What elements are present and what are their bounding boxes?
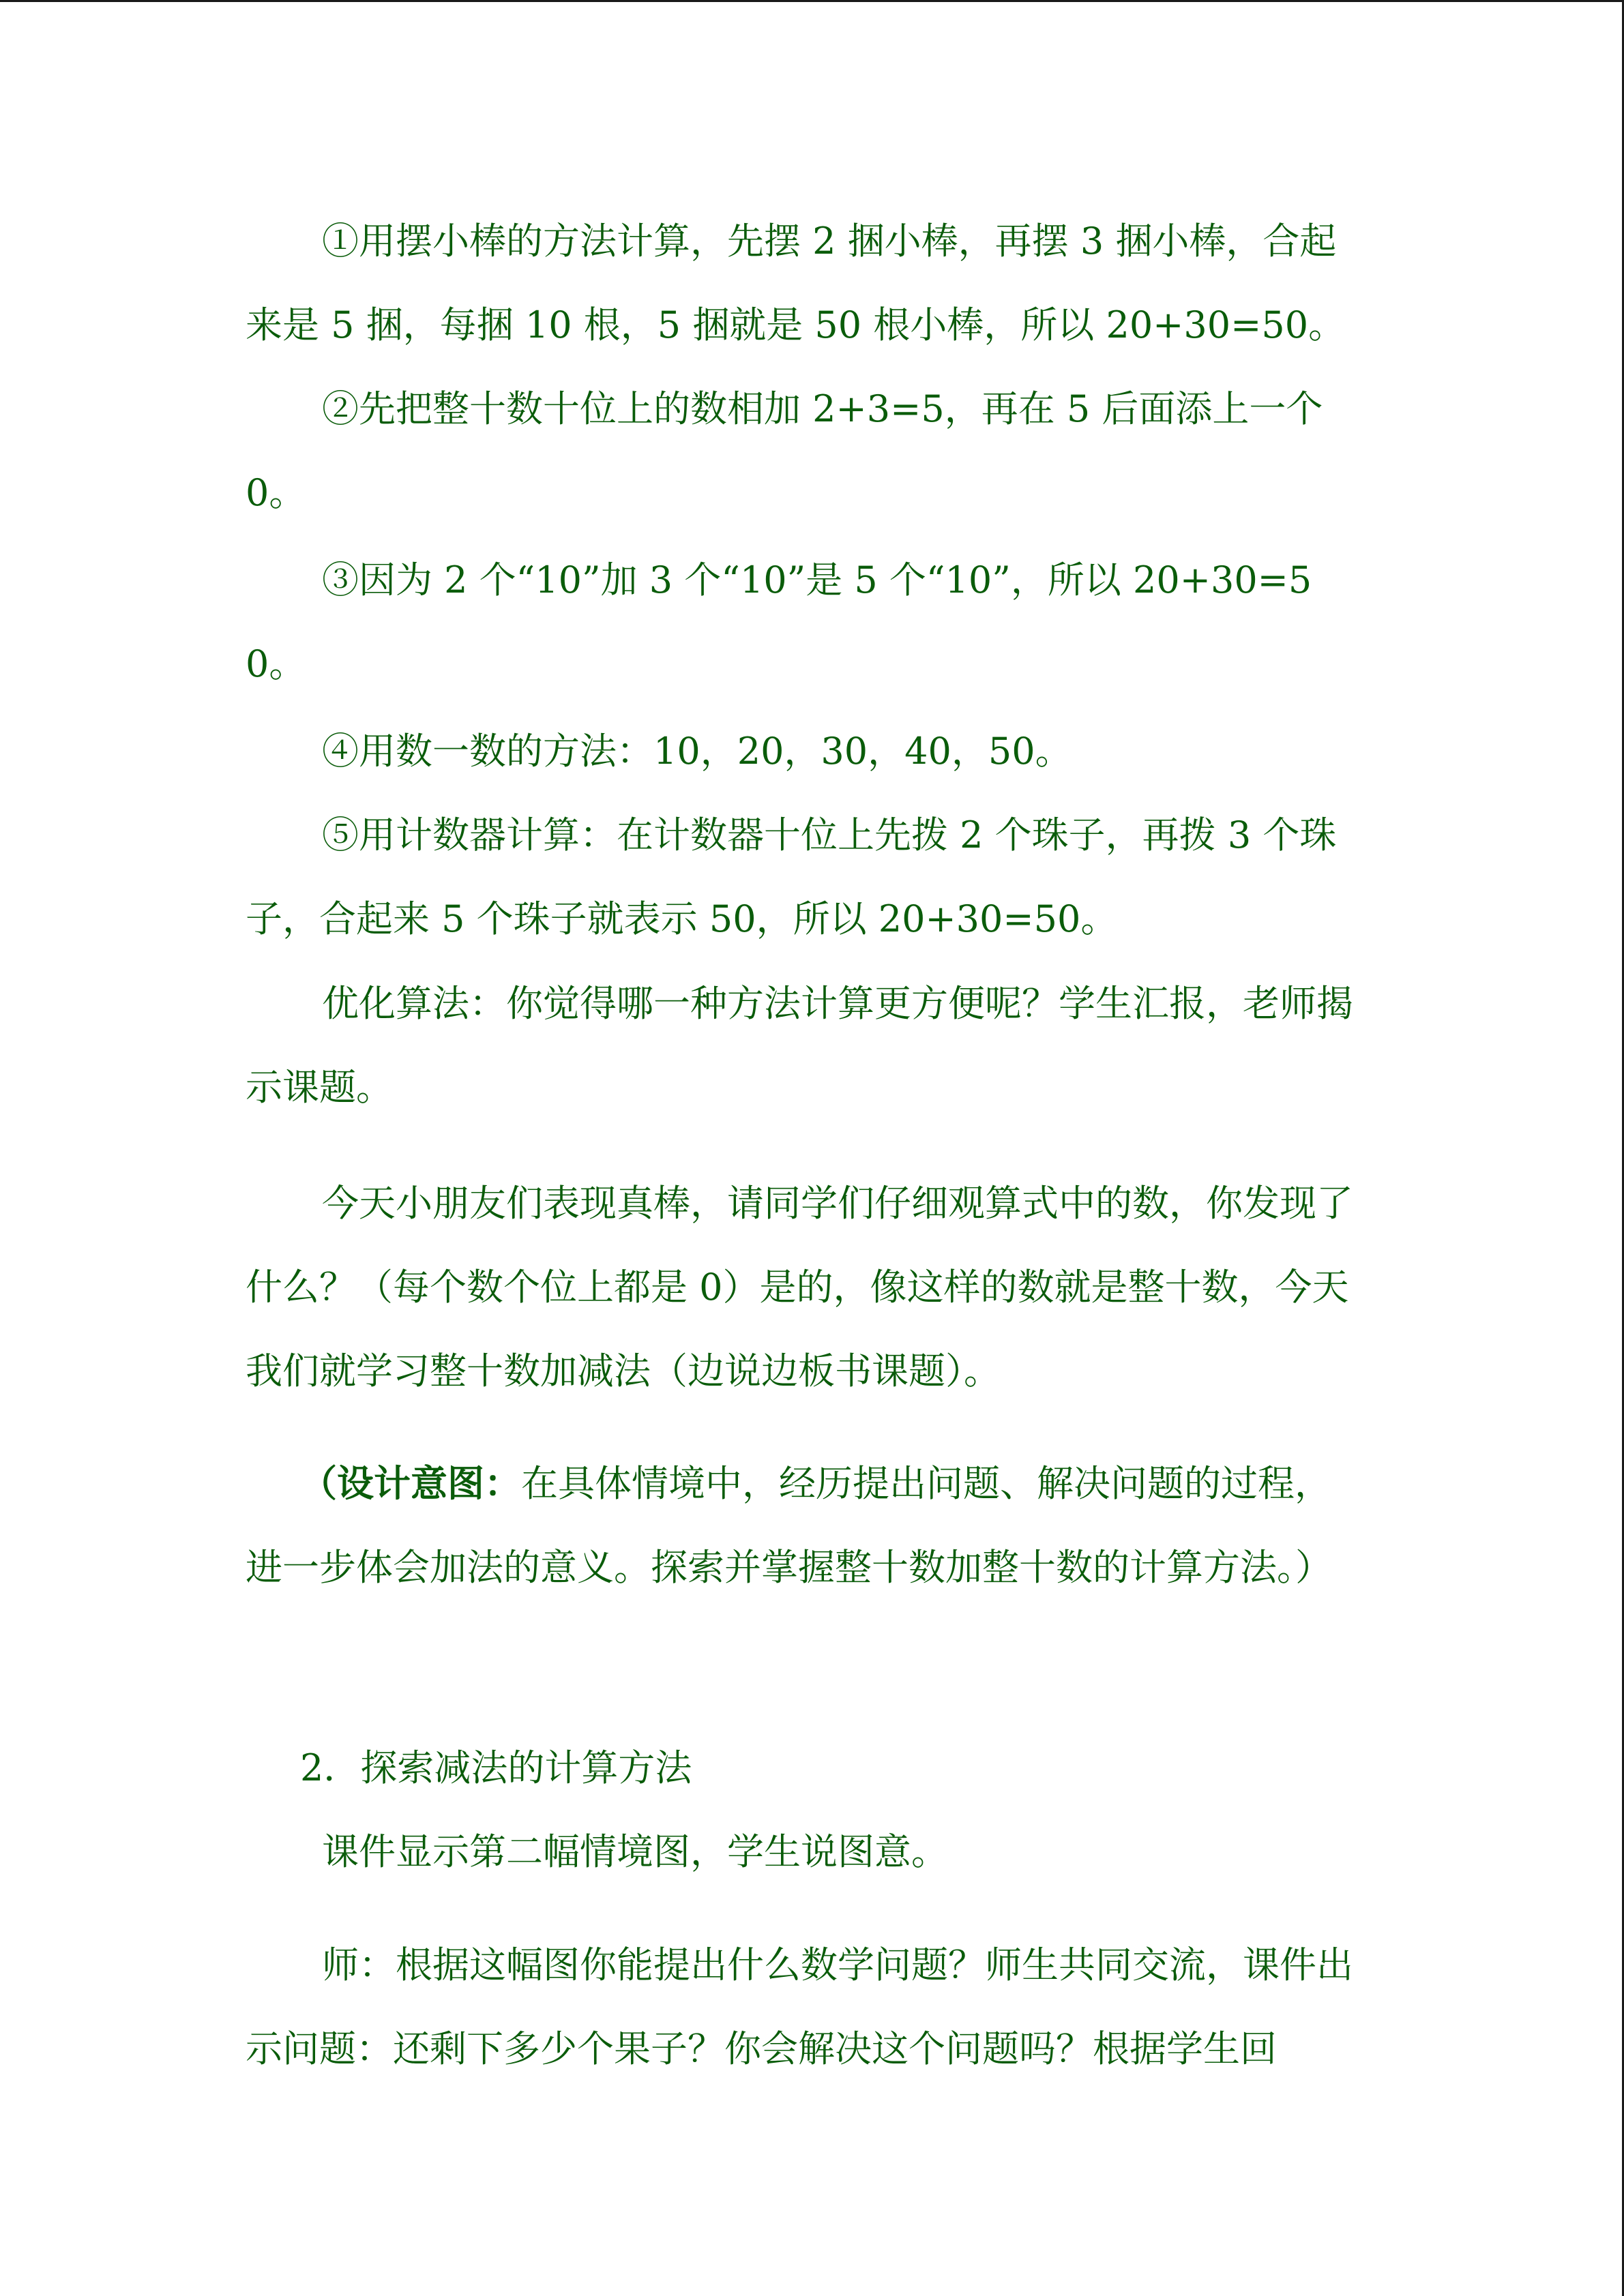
paragraph-method-sticks: ①用摆小棒的方法计算，先摆 2 捆小棒，再摆 3 捆小棒，合起来是 5 捆，每捆 10 根，5 捆就是 50 根小棒，所以 20+30=50。 [246, 220, 1346, 346]
document-page [246, 0, 1364, 2296]
paragraph-method-tens-units: ③因为 2 个“10”加 3 个“10”是 5 个“10”，所以 20+30=50。 [246, 558, 1312, 685]
design-intent-text: 在具体情境中，经历提出问题、解决问题的过程，进一步体会加法的意义。探索并掌握整十数加整十数的计算方法。） [246, 1462, 1332, 1589]
paragraph-teacher-question: 师：根据这幅图你能提出什么数学问题？师生共同交流，课件出示问题：还剩下多少个果子？你会解决这个问题吗？根据学生回 [246, 1943, 1353, 2070]
paragraph-method-counting: ④用数一数的方法：10，20，30，40，50。 [322, 730, 1072, 773]
paragraph-method-tens-digit: ②先把整十数十位上的数相加 2+3=5，再在 5 后面添上一个 0。 [246, 387, 1323, 514]
paragraph-method-abacus: ⑤用计数器计算：在计数器十位上先拨 2 个珠子，再拨 3 个珠子，合起来 5 个珠子就表示 50，所以 20+30=50。 [246, 814, 1337, 940]
section-heading-subtraction: 2．探索减法的计算方法 [300, 1746, 692, 1789]
paragraph-courseware-scene: 课件显示第二幅情境图，学生说图意。 [322, 1830, 948, 1873]
design-intent-label: （设计意图： [300, 1461, 521, 1505]
paragraph-introduce-topic: 今天小朋友们表现真棒，请同学们仔细观算式中的数，你发现了什么？（每个数个位上都是 0）是的，像这样的数就是整十数，今天我们就学习整十数加减法（边说边板书课题）。 [246, 1182, 1353, 1392]
paragraph-optimize-algorithm: 优化算法：你觉得哪一种方法计算更方便呢？学生汇报，老师揭示课题。 [246, 982, 1353, 1109]
paragraph-design-intent [246, 1442, 1364, 1609]
